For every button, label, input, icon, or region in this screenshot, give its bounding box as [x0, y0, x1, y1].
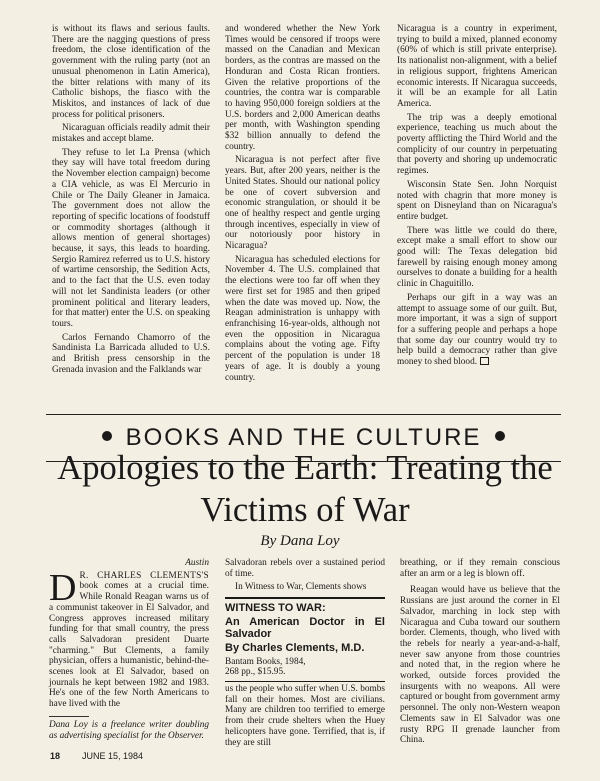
author-note: Dana Loy is a freelance writer doubling as advertising specialist for the Observer.: [49, 719, 209, 741]
paragraph: breathing, or if they remain conscious after an arm or a leg is blown off.: [400, 558, 560, 579]
article-headline: [40, 447, 570, 531]
book-publisher: Bantam Books, 1984,: [225, 656, 306, 667]
note-divider: [49, 716, 89, 717]
article-column-3: [400, 558, 560, 749]
paragraph: and wondered whether the New York Times would be censored if troops were massed on the Canadian and Mexican borders, as the contras are massed on the Honduran and Costa Rican frontiers. Given the relative proportions of the countries, the contra war is comparable to having 950,000 foreign soldiers at the U.S. borders and 2,000 American deaths per month, with Washington spending $32 billion annually to defend the country.: [225, 24, 380, 152]
book-box-rule-top: [225, 597, 385, 599]
paragraph: is without its flaws and serious faults. There are the nagging questions of press freedom, the close identification of the government with the ruling party (not an unusual phenomenon in Latin America), the bitter relations with many of its Catholic bishops, the fiasco with the Miskitos, and instances of lack of due process for political prisoners.: [52, 24, 210, 120]
article-column-1: [49, 558, 209, 744]
paragraph: They refuse to let La Prensa (which they say will have total freedom during the November election campaign) become a CIA vehicle, as was El Mercurio in Chile or The Daily Gleaner in Jamaica. The government does not allow the reporting of specific locations of foodstuff or commodity shortages (although it allows mention of general shortages) because, it says, this leads to hoarding. Sergio Ramirez referred us to U.S. history of wartime censorship, the Sedition Acts, and to the fact that the U.S. even today will not let Sandinista leaders (or other prominent political and literary leaders, for that matter) enter the U.S. on speaking tours.: [52, 147, 210, 329]
end-mark-icon: [480, 357, 489, 365]
paragraph: There was little we could do there, except make a small effort to show our good will: The Texas delegation bid farewell by raising enough money among ourselves to donate a building for a health clinic in Chaguitillo.: [397, 225, 557, 290]
top-column-3: [397, 24, 557, 371]
lead-caps: R. CHARLES CLEMENTS'S: [79, 570, 209, 581]
paragraph: Carlos Fernando Chamorro of the Sandinista La Barricada alluded to U.S. and British press censorship in the Grenada invasion and the Falklands war: [52, 332, 210, 375]
paragraph: Nicaragua is not perfect after five years. But, after 200 years, neither is the United States. Should our national policy be one of covert subversion and economic strangulation, or should it be one of healthy respect and gentle urging through incentives, especially in view of our notoriously poor history in Nicaragua?: [225, 155, 380, 252]
paragraph: [397, 293, 557, 368]
section-rule-top: [46, 414, 561, 415]
paragraph: Nicaraguan officials readily admit their mistakes and accept blame.: [52, 123, 210, 145]
dateline: Austin: [185, 558, 209, 568]
paragraph: Nicaragua is a country in experiment, trying to build a mixed, planned economy (60% of which is still private enterprise). Its nationalist non-alignment, with a belief in religious support, frightens American economic interests. If Nicaragua succeeds, it will be an example for all Latin America.: [397, 24, 557, 109]
section-title: BOOKS AND THE CULTURE: [125, 424, 482, 451]
paragraph-text: Perhaps our gift in a way was an attempt to assuage some of our guilt. But, more important, it was a sign of support for a suffering people and perhaps a hope that some day our country would try to help build a democracy rather than give money to shed blood.: [397, 292, 557, 368]
paragraph: The trip was a deeply emotional experience, teaching us much about the poverty afflicting the Third World and the complicity of our country in perpetuating that poverty and shoring up undemocratic regimes.: [397, 112, 557, 177]
drop-cap: D: [49, 566, 77, 609]
byline: By Dana Loy: [260, 533, 340, 549]
headline-line-1: Apologies to the Earth: Treating the: [57, 449, 553, 487]
lead-text: book comes at a crucial time. While Ronald Reagan warns us of a communist takeover in El Salvador, and Congress approves increased military funding for that small country, the press calls Salvadoran president Duarte "charming." But Clements, a family physician, offers a humanistic, behind-the-scenes look at El Salvador, based on journals he kept between 1982 and 1983. He's one of the few North Americans to have lived with the: [49, 581, 209, 710]
lead-paragraph: [49, 566, 209, 710]
paragraph: Nicaragua has scheduled elections for November 4. The U.S. complained that the elections were too far off when they were first set for 1985 and then griped when the date was moved up. Now, the Reagan administration is unhappy with enfranchising 16-year-olds, although not even the opposition in Nicaragua complains about the voting age. Fifty percent of the population is under 18 years of age. It is doubly a young country.: [225, 254, 380, 383]
page-footer: [50, 751, 143, 761]
book-author: By Charles Clements, M.D.: [225, 641, 365, 654]
page-number: 18: [50, 751, 61, 761]
bullet-icon: [102, 431, 112, 441]
paragraph: In Witness to War, Clements shows: [235, 582, 367, 593]
book-subtitle: An American Doctor in El Salvador: [225, 615, 385, 641]
article-column-2: [225, 558, 385, 751]
paragraph: Reagan would have us believe that the Russians are just around the corner in El Salvador, marching in lock step with Nicaragua and Cuba toward our southern border. Clements, though, who lived with the rebels for nearly a year-and-a-half, never saw anyone from those countries and noted that, in the region where he worked, outside forces provided the insurgents with no weapons. All were captured or bought from government army personnel. The only non-Western weapon Clements saw in El Salvador was one rusty RPG II grenade launcher from China.: [400, 585, 560, 746]
headline-line-2: Victims of War: [200, 491, 410, 529]
issue-date: JUNE 15, 1984: [82, 751, 144, 761]
paragraph: Salvadoran rebels over a sustained period of time.: [225, 558, 385, 579]
bullet-icon: [495, 431, 505, 441]
book-box-rule-bottom: [225, 681, 385, 682]
top-column-1: [52, 24, 210, 379]
paragraph: us the people who suffer when U.S. bombs fall on their homes. Most are civilians. Many are children too terrified to emerge from their crude shelters when the Huey helicopters have gone. Terrified, that is, if they are still: [225, 684, 385, 748]
book-title: WITNESS TO WAR:: [225, 602, 326, 615]
top-column-2: [225, 24, 380, 386]
book-pages-price: 268 pp., $15.95.: [225, 667, 286, 678]
paragraph: Wisconsin State Sen. John Norquist noted with chagrin that more money is spent on Disneyland than on Nicaragua's entire budget.: [397, 179, 557, 222]
